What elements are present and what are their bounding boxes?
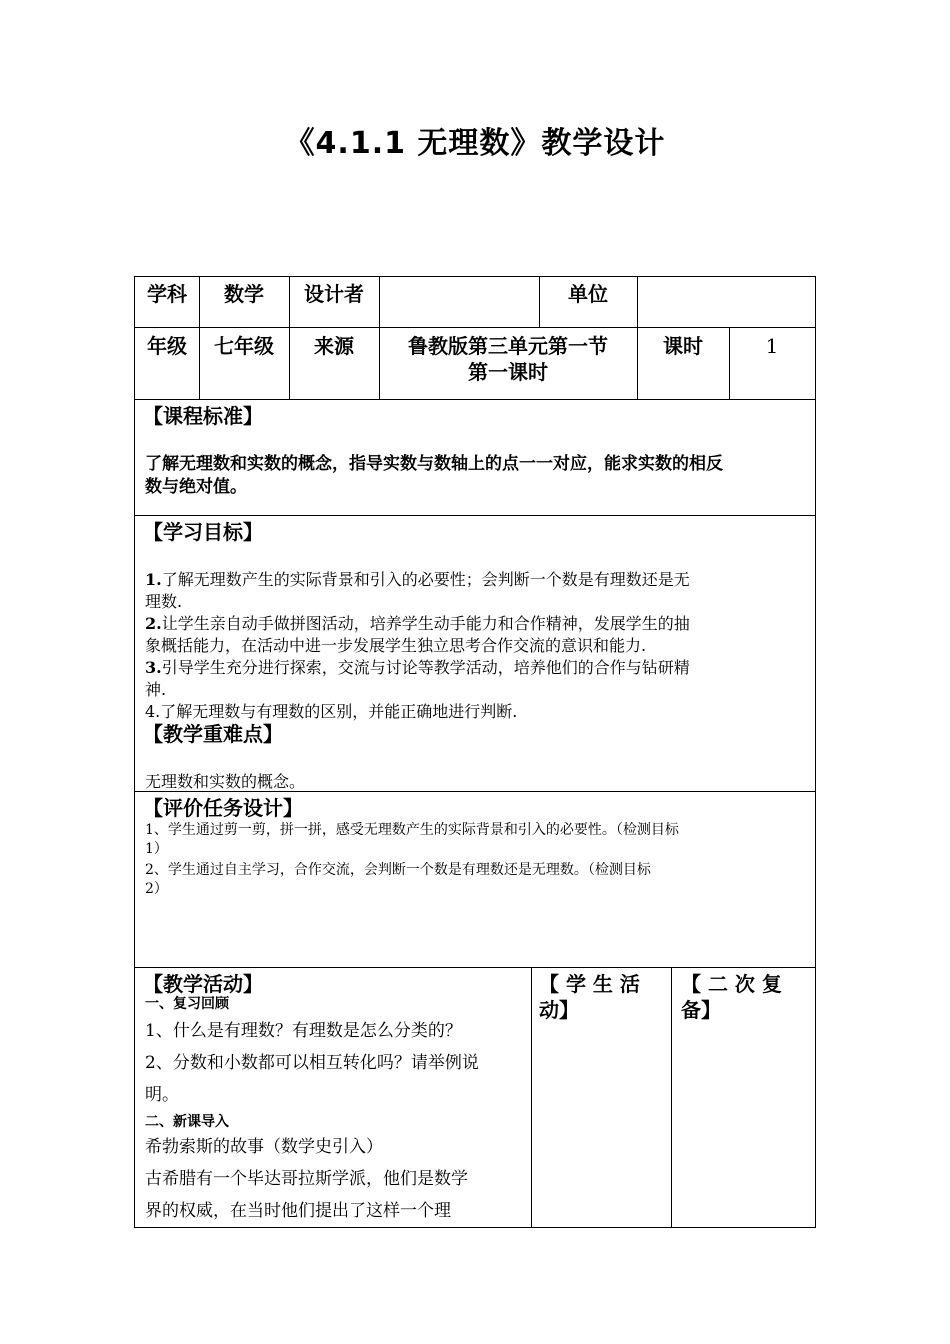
goal-item-1-cont: 理数. <box>145 592 183 611</box>
grade-value: 七年级 <box>214 334 274 358</box>
intro-section-heading: 二、新课导入 <box>145 1114 229 1130</box>
goal-item-3-cont: 神. <box>145 680 167 699</box>
goal-item-2: 2.让学生亲自动手做拼图活动，培养学生动手能力和合作精神，发展学生的抽 <box>145 614 690 633</box>
document-title: 《4.1.1 无理数》教学设计 <box>284 126 666 161</box>
subject-label: 学科 <box>147 282 187 306</box>
second-revision-heading-line2: 备】 <box>681 998 721 1022</box>
learning-goals-heading: 【学习目标】 <box>143 520 263 544</box>
learning-goals-list <box>145 569 810 723</box>
period-label: 课时 <box>663 334 703 358</box>
evaluation-heading: 【评价任务设计】 <box>143 796 303 820</box>
second-revision-heading-line1: 【 二 次 复 <box>681 972 782 996</box>
key-points-text: 无理数和实数的概念。 <box>145 772 306 791</box>
course-standard-line2: 数与绝对值。 <box>145 477 247 497</box>
col-divider <box>531 967 532 1227</box>
second-revision-heading <box>681 971 809 1023</box>
intro-story <box>145 1131 529 1227</box>
lesson-plan-table <box>134 276 816 1228</box>
evaluation-item-2-cont: 2） <box>145 881 168 897</box>
story-title: 希勃索斯的故事（数学史引入） <box>145 1137 383 1157</box>
goal-item-2-cont: 象概括能力，在活动中进一步发展学生独立思考合作交流的意识和能力. <box>145 636 647 655</box>
course-standard-heading: 【课程标准】 <box>143 404 263 428</box>
key-points-heading: 【教学重难点】 <box>143 722 283 746</box>
story-line-1: 古希腊有一个毕达哥拉斯学派，他们是数学 <box>145 1169 468 1189</box>
review-question-2-cont: 明。 <box>145 1085 179 1105</box>
row-divider <box>135 515 815 516</box>
row-divider <box>135 399 815 400</box>
goal-item-1: 1.了解无理数产生的实际背景和引入的必要性；会判断一个数是有理数还是无 <box>145 570 690 589</box>
source-value-line2: 第一课时 <box>468 360 548 384</box>
teaching-activities-heading: 【教学活动】 <box>143 972 263 996</box>
student-activities-heading-line2: 动】 <box>539 998 579 1022</box>
review-section-heading: 一、复习回顾 <box>145 996 229 1012</box>
review-questions <box>145 1015 529 1111</box>
row-divider <box>135 327 815 328</box>
evaluation-item-1-cont: 1） <box>145 841 168 857</box>
goal-item-4: 4.了解无理数与有理数的区别，并能正确地进行判断. <box>145 702 518 721</box>
review-question-1: 1、什么是有理数？有理数是怎么分类的？ <box>145 1021 462 1041</box>
student-activities-heading-line1: 【 学 生 活 <box>539 972 640 996</box>
subject-value: 数学 <box>224 282 264 306</box>
unit-label: 单位 <box>568 282 608 306</box>
row-divider <box>135 967 815 968</box>
source-value-line1: 鲁教版第三单元第一节 <box>408 334 608 358</box>
story-line-2: 界的权威，在当时他们提出了这样一个理 <box>145 1201 451 1221</box>
source-value <box>379 333 637 385</box>
designer-label: 设计者 <box>304 282 364 306</box>
col-divider <box>671 967 672 1227</box>
goal-item-3: 3.引导学生充分进行探索，交流与讨论等教学活动，培养他们的合作与钻研精 <box>145 658 690 677</box>
period-value: 1 <box>765 334 779 358</box>
course-standard-text <box>145 453 723 499</box>
evaluation-item-2: 2、学生通过自主学习，合作交流，会判断一个数是有理数还是无理数。（检测目标 <box>145 862 651 878</box>
source-label: 来源 <box>314 334 354 358</box>
review-question-2: 2、分数和小数都可以相互转化吗？请举例说 <box>145 1053 479 1073</box>
course-standard-line1: 了解无理数和实数的概念，指导实数与数轴上的点一一对应，能求实数的相反 <box>145 454 723 474</box>
evaluation-items <box>145 821 810 899</box>
grade-label: 年级 <box>147 334 187 358</box>
student-activities-heading <box>539 971 665 1023</box>
evaluation-item-1: 1、学生通过剪一剪，拼一拼，感受无理数产生的实际背景和引入的必要性。（检测目标 <box>145 822 679 838</box>
